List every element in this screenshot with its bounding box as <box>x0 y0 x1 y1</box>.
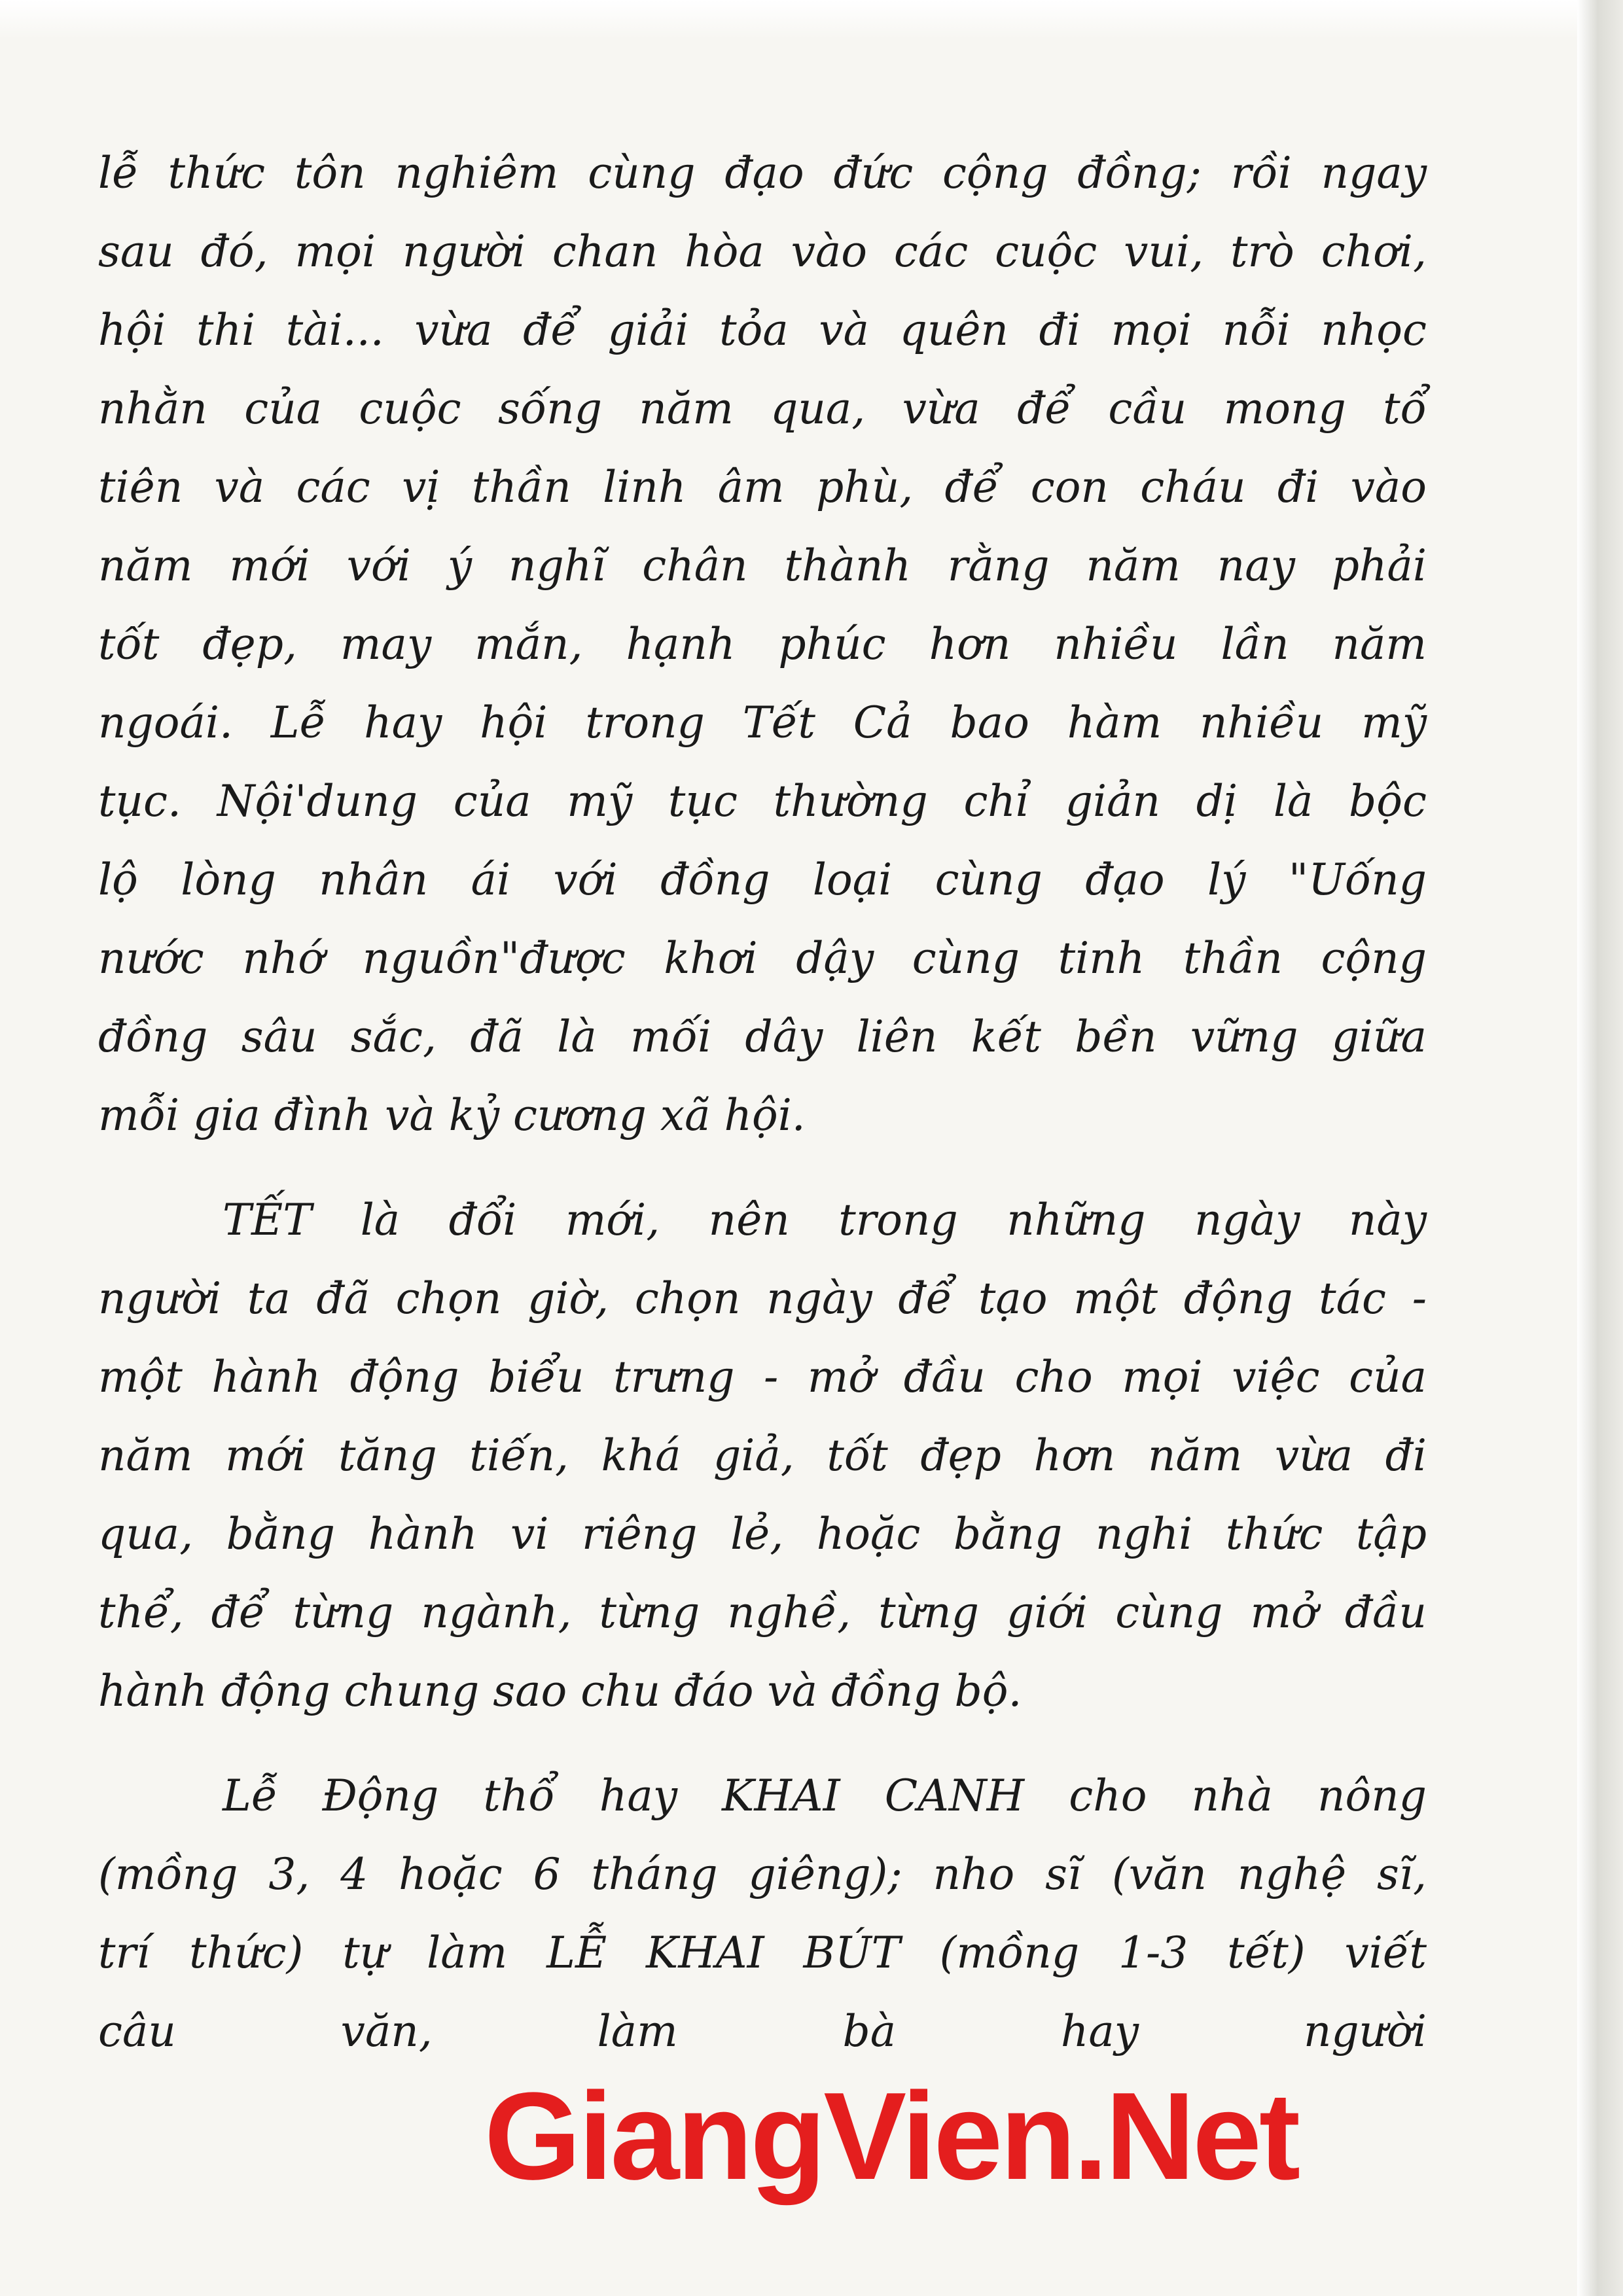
text-line: đồng sâu sắc, đã là mối dây liên kết bền vững giữa <box>98 1012 1427 1062</box>
text-line: nước nhớ nguồn"được khơi dậy cùng tinh thần cộng <box>98 933 1427 983</box>
text-line: thể, để từng ngành, từng nghề, từng giới cùng mở đầu <box>98 1587 1427 1638</box>
text-line: tốt đẹp, may mắn, hạnh phúc hơn nhiều lần năm <box>98 619 1427 669</box>
text-line: hội thi tài... vừa để giải tỏa và quên đi mọi nỗi nhọc <box>98 305 1427 355</box>
text-line: mỗi gia đình và kỷ cương xã hội. <box>98 1090 806 1140</box>
text-line: Lễ Động thổ hay KHAI CANH cho nhà nông <box>223 1771 1427 1821</box>
text-line: lễ thức tôn nghiêm cùng đạo đức cộng đồng; rồi ngay <box>98 148 1427 198</box>
text-line: qua, bằng hành vi riêng lẻ, hoặc bằng nghi thức tập <box>98 1509 1427 1559</box>
page-binding-edge <box>1577 0 1623 2296</box>
text-line: sau đó, mọi người chan hòa vào các cuộc vui, trò chơi, <box>98 226 1427 277</box>
text-line: câu văn, làm bà hay người <box>98 2006 1427 2057</box>
text-line: lộ lòng nhân ái với đồng loại cùng đạo lý "Uống <box>98 855 1427 905</box>
text-line: năm mới với ý nghĩ chân thành rằng năm nay phải <box>98 540 1427 591</box>
text-line: tục. Nội'dung của mỹ tục thường chỉ giản dị là bộc <box>98 776 1427 826</box>
watermark-logo: GiangVien.Net <box>484 2067 1298 2206</box>
text-line: một hành động biểu trưng - mở đầu cho mọi việc của <box>98 1352 1427 1402</box>
paragraph-gap <box>98 1155 1427 1181</box>
body-text <box>98 134 1427 2071</box>
text-line: TẾT là đổi mới, nên trong những ngày này <box>223 1195 1427 1245</box>
text-line: người ta đã chọn giờ, chọn ngày để tạo một động tác - <box>98 1273 1427 1324</box>
text-line: năm mới tăng tiến, khá giả, tốt đẹp hơn năm vừa đi <box>98 1430 1427 1481</box>
text-line: trí thức) tự làm LỄ KHAI BÚT (mồng 1-3 tết) viết <box>98 1928 1427 1978</box>
text-line: ngoái. Lễ hay hội trong Tết Cả bao hàm nhiều mỹ <box>98 698 1427 748</box>
text-line: (mồng 3, 4 hoặc 6 tháng giêng); nho sĩ (văn nghệ sĩ, <box>98 1849 1427 1899</box>
text-line: tiên và các vị thần linh âm phù, để con cháu đi vào <box>98 462 1427 512</box>
page-top-edge <box>0 0 1623 39</box>
text-line: nhằn của cuộc sống năm qua, vừa để cầu mong tổ <box>98 383 1427 434</box>
paragraph-gap <box>98 1731 1427 1757</box>
text-line: hành động chung sao chu đáo và đồng bộ. <box>98 1666 1022 1716</box>
